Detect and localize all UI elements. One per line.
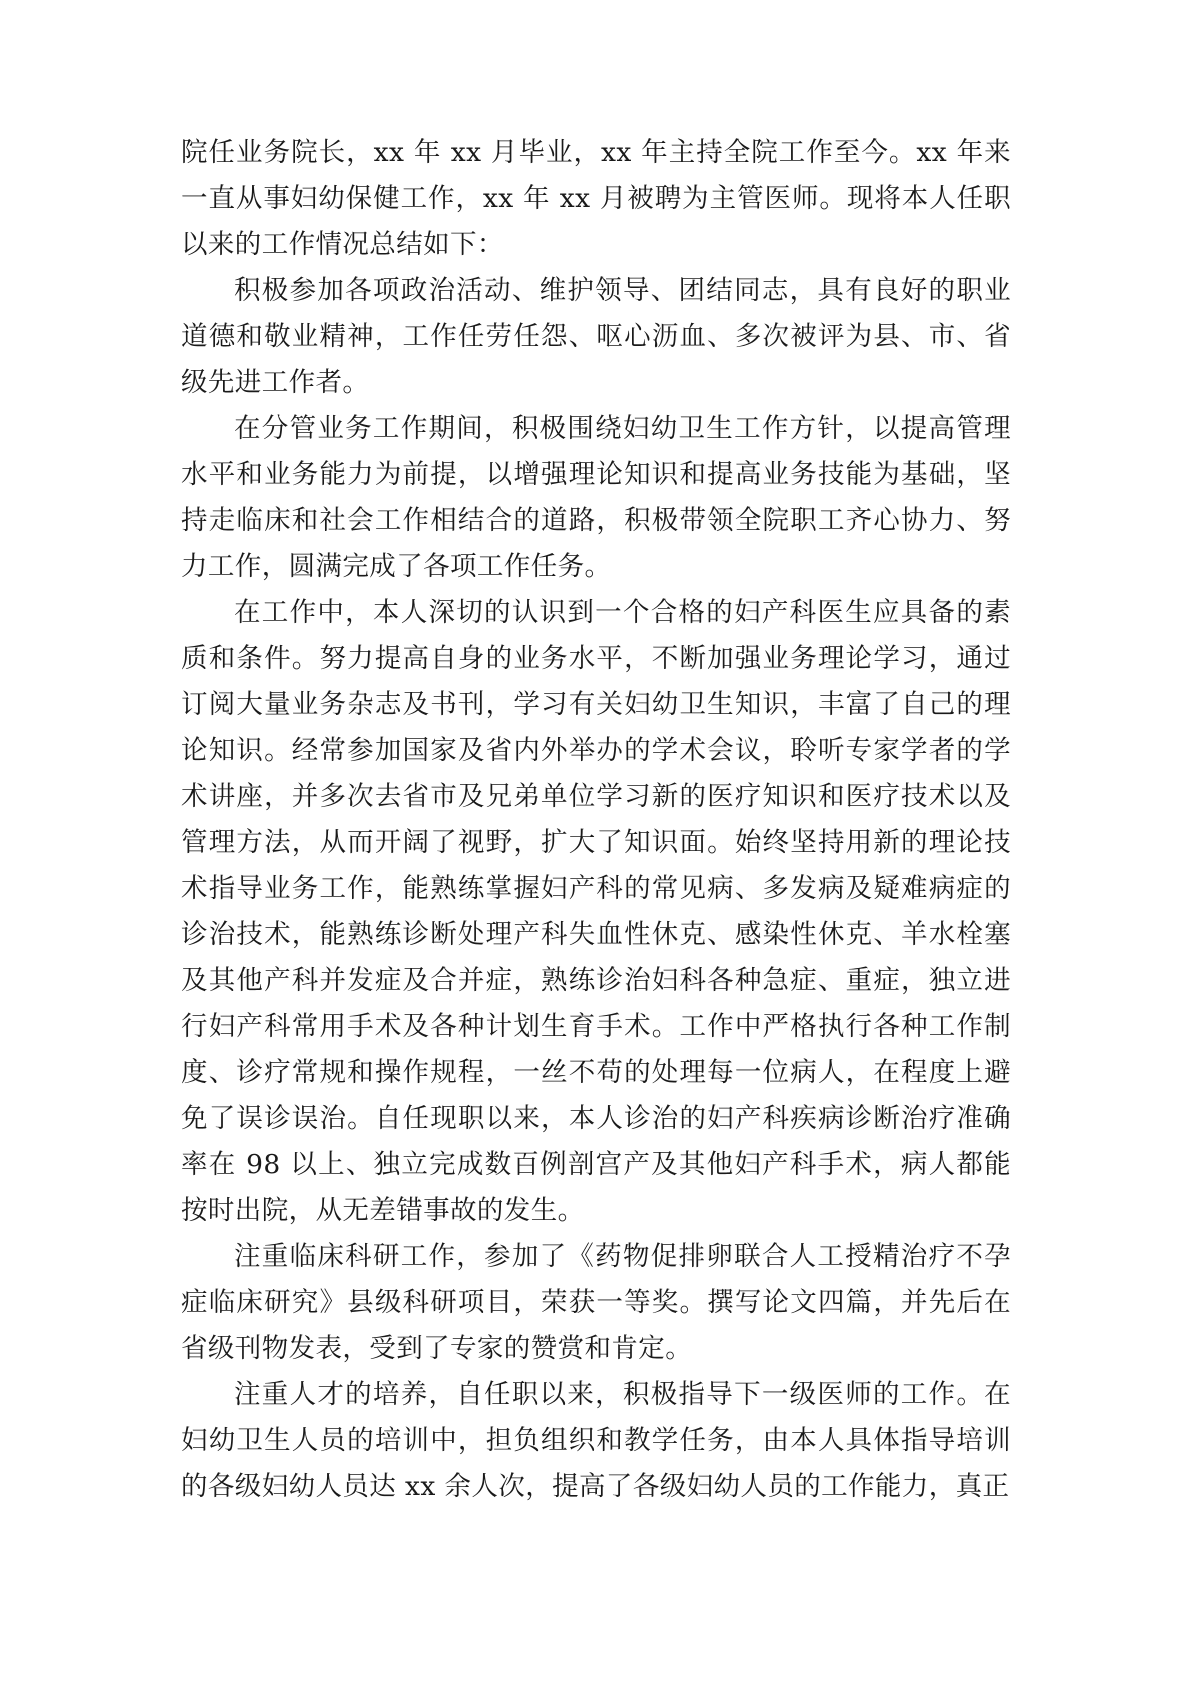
paragraph: 在分管业务工作期间，积极围绕妇幼卫生工作方针，以提高管理水平和业务能力为前提，以增强理论知识和提高业务技能为基础，坚持走临床和社会工作相结合的道路，积极带领全院职工齐心协力、努力工作，圆满完成了各项工作任务。: [181, 413, 1011, 582]
paragraph: 在工作中，本人深切的认识到一个合格的妇产科医生应具备的素质和条件。努力提高自身的业务水平，不断加强业务理论学习，通过订阅大量业务杂志及书刊，学习有关妇幼卫生知识，丰富了自己的理论知识。经常参加国家及省内外举办的学术会议，聆听专家学者的学术讲座，并多次去省市及兄弟单位学习新的医疗知识和医疗技术以及管理方法，从而开阔了视野，扩大了知识面。始终坚持用新的理论技术指导业务工作，能熟练掌握妇产科的常见病、多发病及疑难病症的诊治技术，能熟练诊断处理产科失血性休克、感染性休克、羊水栓塞及其他产科并发症及合并症，熟练诊治妇科各种急症、重症，独立进行妇产科常用手术及各种计划生育手术。工作中严格执行各种工作制度、诊疗常规和操作规程，一丝不苟的处理每一位病人，在程度上避免了误诊误治。自任现职以来，本人诊治的妇产科疾病诊断治疗准确率在 98 以上、独立完成数百例剖宫产及其他妇产科手术，病人都能按时出院，从无差错事故的发生。: [181, 597, 1011, 1226]
paragraph: 院任业务院长，xx 年 xx 月毕业，xx 年主持全院工作至今。xx 年来一直从事妇幼保健工作，xx 年 xx 月被聘为主管医师。现将本人任职以来的工作情况总结如下：: [181, 137, 1011, 260]
paragraph: 注重临床科研工作，参加了《药物促排卵联合人工授精治疗不孕症临床研究》县级科研项目，荣获一等奖。撰写论文四篇，并先后在省级刊物发表，受到了专家的赞赏和肯定。: [181, 1241, 1011, 1364]
document-body: [181, 130, 1011, 1510]
paragraph: 积极参加各项政治活动、维护领导、团结同志，具有良好的职业道德和敬业精神，工作任劳任怨、呕心沥血、多次被评为县、市、省级先进工作者。: [181, 275, 1011, 398]
paragraph: 注重人才的培养，自任职以来，积极指导下一级医师的工作。在妇幼卫生人员的培训中，担负组织和教学任务，由本人具体指导培训的各级妇幼人员达 xx 余人次，提高了各级妇幼人员的工作能力，真正: [181, 1379, 1011, 1502]
